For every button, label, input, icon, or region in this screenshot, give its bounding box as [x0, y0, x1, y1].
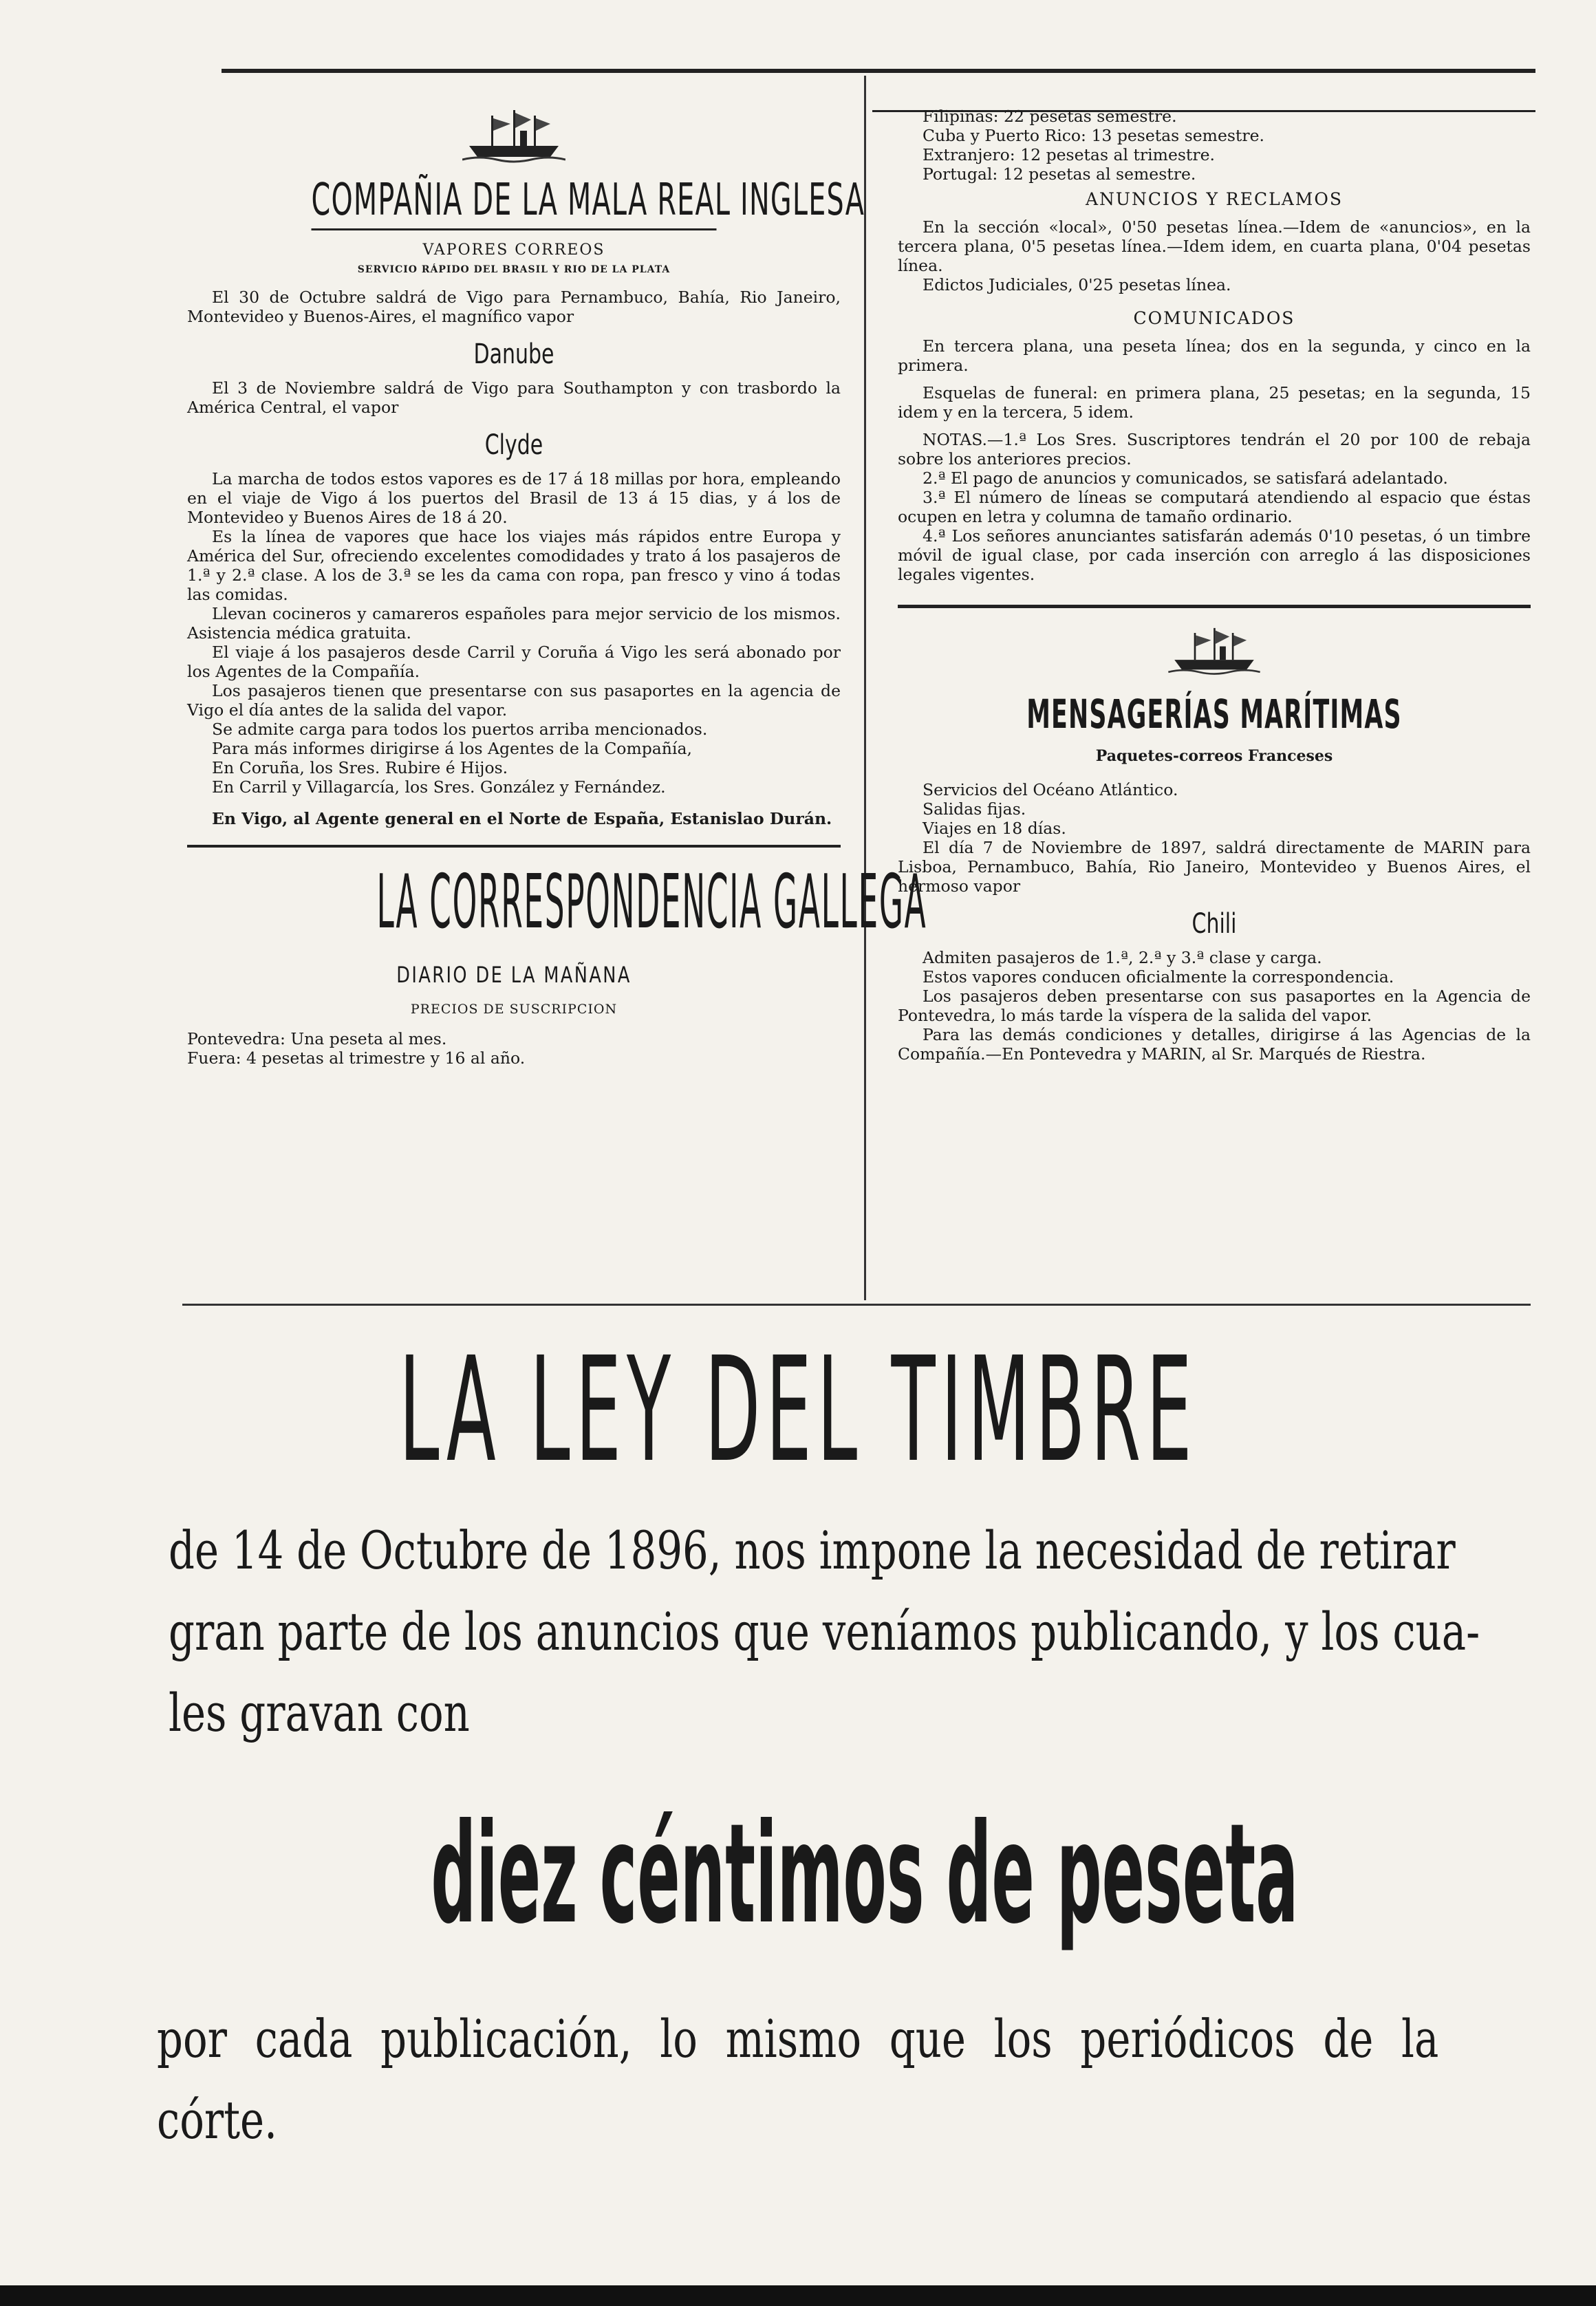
- price-portugal: Portugal: 12 pesetas al semestre.: [923, 164, 1196, 184]
- paragraph: En Coruña, los Sres. Rubire é Hijos.: [212, 758, 508, 777]
- ley-timbre-title: LA LEY DEL TIMBRE: [399, 1326, 1198, 1494]
- price-pontevedra: Pontevedra: Una peseta al mes.: [187, 1029, 447, 1048]
- paragraph: Para las demás condiciones y detalles, dirigirse á las Agencias de la Compañía.—En Pontevedra y MARIN, al Sr. Marqués de Riestra.: [898, 1025, 1531, 1064]
- paragraph: El 30 de Octubre saldrá de Vigo para Pernambuco, Bahía, Rio Janeiro, Montevideo y Buenos-Aires, el magnífico vapor: [187, 288, 841, 326]
- paragraph: Esquelas de funeral: en primera plana, 25 pesetas; en la segunda, 15 idem y en la tercera, 5 idem.: [898, 383, 1531, 422]
- servicio-rapido: SERVICIO RÁPIDO DEL BRASIL Y RIO DE LA PLATA: [357, 264, 671, 275]
- correspondencia-title: LA CORRESPONDENCIA GALLEGA: [376, 859, 927, 945]
- middle-rule: [182, 1304, 1531, 1306]
- price-extranjero: Extranjero: 12 pesetas al trimestre.: [923, 145, 1215, 164]
- paragraph: 3.ª El número de líneas se computará atendiendo al espacio que éstas ocupen en letra y columna de tamaño ordinario.: [898, 488, 1531, 526]
- paragraph: El viaje á los pasajeros desde Carril y Coruña á Vigo les será abonado por los Agentes de la Compañía.: [187, 643, 841, 681]
- paragraph: 2.ª El pago de anuncios y comunicados, se satisfará adelantado.: [923, 468, 1448, 488]
- paragraph: El día 7 de Noviembre de 1897, saldrá directamente de MARIN para Lisboa, Pernambuco, Bahía, Rio Janeiro, Montevideo y Buenos Aires, el hermoso vapor: [898, 838, 1531, 896]
- paragraph: Admiten pasajeros de 1.ª, 2.ª y 3.ª clase y carga.: [923, 948, 1322, 967]
- paragraph: Estos vapores conducen oficialmente la correspondencia.: [923, 967, 1394, 987]
- price-fuera: Fuera: 4 pesetas al trimestre y 16 al año.: [187, 1048, 526, 1068]
- separator: [898, 605, 1531, 608]
- ship-name-chili: Chili: [1191, 908, 1237, 940]
- paragraph: Edictos Judiciales, 0'25 pesetas línea.: [923, 275, 1231, 294]
- service-line: Viajes en 18 días.: [923, 819, 1066, 838]
- diez-centimos-headline: diez céntimos de peseta: [431, 1794, 1299, 1954]
- paragraph: En la sección «local», 0'50 pesetas línea.—Idem de «anuncios», en la tercera plana, 0'5 pesetas línea.—Idem idem, en cuarta plana, 0'04 pesetas línea.: [898, 217, 1531, 275]
- paragraph: En Carril y Villagarcía, los Sres. González y Fernández.: [212, 777, 666, 797]
- ship-name-clyde: Clyde: [484, 429, 543, 461]
- paragraph: 4.ª Los señores anunciantes satisfarán además 0'10 pesetas, ó un timbre móvil de igual clase, por cada inserción con arreglo á las disposiciones legales vigentes.: [898, 526, 1531, 584]
- precios-heading: PRECIOS DE SUSCRIPCION: [410, 1002, 618, 1017]
- paragraph: En tercera plana, una peseta línea; dos en la segunda, y cinco en la primera.: [898, 336, 1531, 375]
- right-column: [898, 107, 1531, 1064]
- notice-line-2: gran parte de los anuncios que veníamos publicando, y los cua-: [169, 1601, 1480, 1662]
- diario-subtitle: DIARIO DE LA MAÑANA: [396, 962, 632, 988]
- paragraph: Los pasajeros deben presentarse con sus pasaportes en la Agencia de Pontevedra, lo más tarde la víspera de la salida del vapor.: [898, 987, 1531, 1025]
- service-line: Servicios del Océano Atlántico.: [923, 780, 1178, 799]
- notice-line-5: córte.: [157, 2089, 277, 2151]
- paragraph: Para más informes dirigirse á los Agentes de la Compañía,: [212, 739, 692, 758]
- price-cuba: Cuba y Puerto Rico: 13 pesetas semestre.: [923, 126, 1264, 145]
- notice-line-4: por cada publicación, lo mismo que los periódicos de la: [157, 2008, 1439, 2069]
- paragraph: NOTAS.—1.ª Los Sres. Suscriptores tendrán el 20 por 100 de rebaja sobre los anteriores precios.: [898, 430, 1531, 468]
- service-line: Salidas fijas.: [923, 799, 1026, 819]
- notice-line-3: les gravan con: [169, 1682, 470, 1743]
- paragraph: La marcha de todos estos vapores es de 17 á 18 millas por hora, empleando en el viaje de Vigo á los puertos del Brasil de 13 á 15 dias, y á los de Montevideo y Buenos Aires de 18 á 20.: [187, 469, 841, 527]
- top-rule: [222, 69, 1535, 73]
- mensagerias-title: MENSAGERÍAS MARÍTIMAS: [1026, 691, 1402, 737]
- column-divider: [864, 76, 866, 1300]
- steamship-icon: [1166, 622, 1262, 677]
- ship-name-danube: Danube: [473, 338, 554, 370]
- company-title: COMPAÑIA DE LA MALA REAL INGLESA: [312, 175, 717, 230]
- paragraph: El 3 de Noviembre saldrá de Vigo para Southampton y con trasbordo la América Central, el vapor: [187, 378, 841, 417]
- steamship-icon: [462, 103, 565, 165]
- left-column: [187, 103, 927, 1068]
- price-filipinas: Filipinas: 22 pesetas semestre.: [923, 107, 1177, 126]
- separator: [187, 845, 841, 848]
- anuncios-heading: ANUNCIOS Y RECLAMOS: [1086, 189, 1343, 209]
- paragraph: Se admite carga para todos los puertos arriba mencionados.: [212, 720, 708, 739]
- paragraph: Llevan cocineros y camareros españoles para mejor servicio de los mismos. Asistencia médica gratuita.: [187, 604, 841, 643]
- paragraph: Es la línea de vapores que hace los viajes más rápidos entre Europa y América del Sur, ofreciendo excelentes comodidades y trato á los pasajeros de 1.ª y 2.ª clase. A los de 3.ª se les da cama con ropa, pan fresco y vino á todas las comidas.: [187, 527, 841, 604]
- notice-line-1: de 14 de Octubre de 1896, nos impone la necesidad de retirar: [169, 1520, 1456, 1581]
- comunicados-heading: COMUNICADOS: [1133, 308, 1295, 328]
- paragraph: Los pasajeros tienen que presentarse con sus pasaportes en la agencia de Vigo el día antes de la salida del vapor.: [187, 681, 841, 720]
- bottom-edge: [0, 2285, 1596, 2306]
- vapores-correos: VAPORES CORREOS: [422, 241, 605, 259]
- paquetes-subtitle: Paquetes-correos Franceses: [1095, 747, 1333, 765]
- paragraph: En Vigo, al Agente general en el Norte de España, Estanislao Durán.: [212, 809, 832, 828]
